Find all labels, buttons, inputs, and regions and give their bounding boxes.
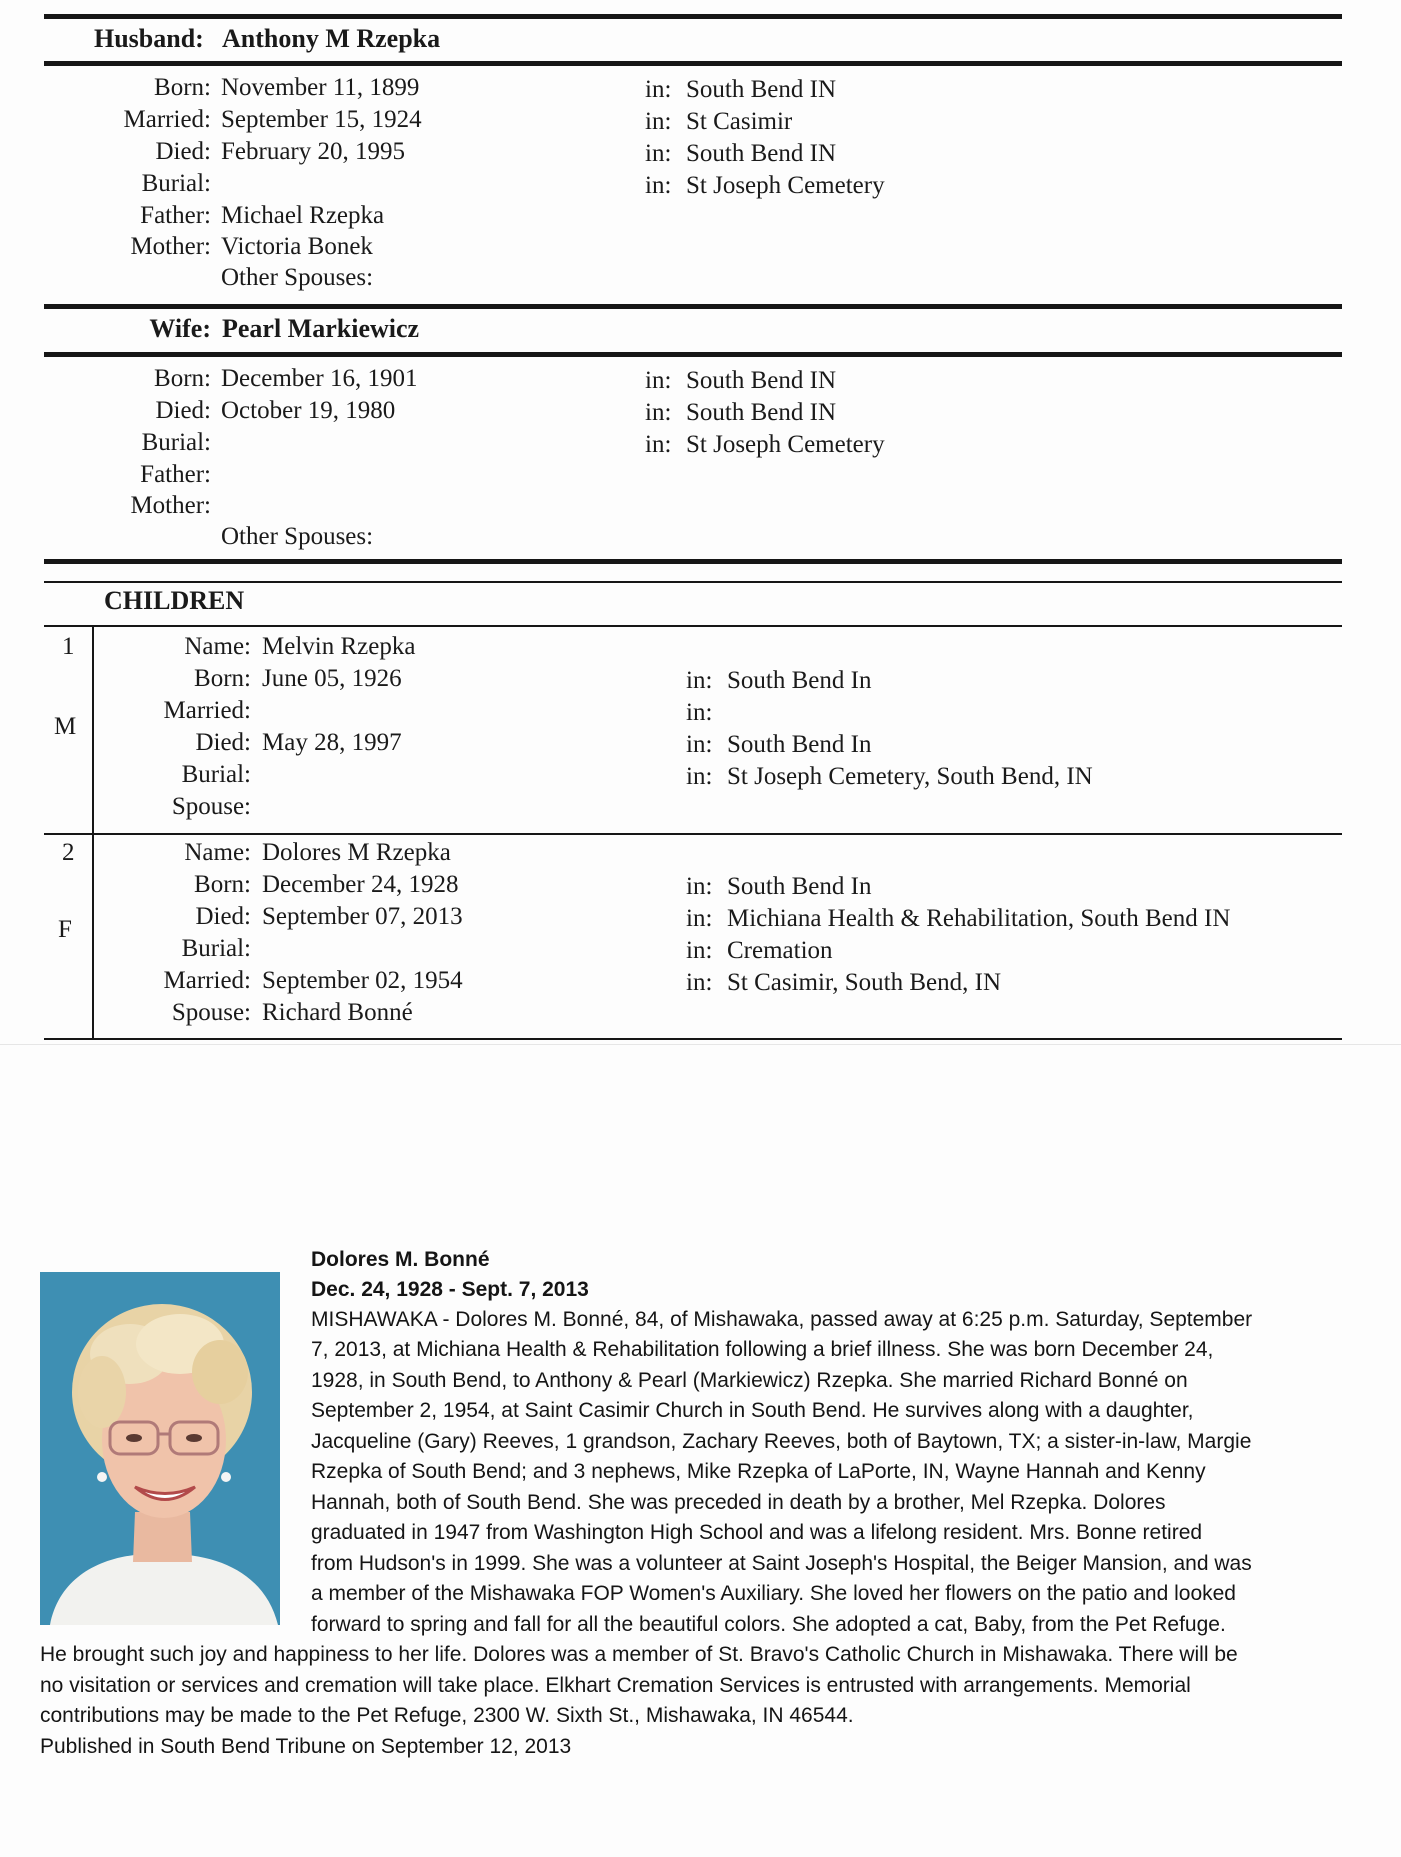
wife-label: Wife:: [149, 314, 211, 343]
obituary-name: Dolores M. Bonné: [311, 1248, 490, 1271]
husband-died-label: Died:: [155, 138, 211, 165]
in-label: in:: [645, 76, 672, 103]
wife-other-spouses: Other Spouses:: [221, 523, 374, 550]
obituary-dates: Dec. 24, 1928 - Sept. 7, 2013: [311, 1278, 589, 1301]
husband-married-label: Married:: [123, 106, 211, 133]
scan-seam: [0, 1044, 1401, 1045]
in-label: in:: [645, 172, 672, 199]
child-spouse-label: Spouse:: [171, 793, 251, 820]
obituary-line: He brought such joy and happiness to her life. Dolores was a member of St. Bravo's Catholic Church in Mishawaka. There will be: [40, 1643, 1238, 1666]
husband-burial-place: St Joseph Cemetery: [686, 172, 885, 199]
obituary-line: MISHAWAKA - Dolores M. Bonné, 84, of Mishawaka, passed away at 6:25 p.m. Saturday, September: [311, 1308, 1253, 1331]
husband-father-label: Father:: [140, 202, 211, 229]
portrait-illustration: [40, 1272, 280, 1625]
child-name-label: Name:: [184, 839, 251, 866]
child-spouse-value: Richard Bonné: [262, 999, 413, 1026]
obituary-line: Hannah, both of South Bend. She was preceded in death by a brother, Mel Rzepka. Dolores: [311, 1491, 1166, 1514]
husband-label: Husband:: [94, 24, 204, 53]
child-name-value: Dolores M Rzepka: [262, 839, 451, 866]
child-burial-label: Burial:: [181, 935, 251, 962]
rule-wife-top: [44, 304, 1342, 309]
in-label: in:: [645, 108, 672, 135]
rule-children-bottom: [44, 1038, 1342, 1040]
in-label: in:: [686, 873, 713, 900]
child-number: 1: [62, 633, 75, 660]
obituary-line: Rzepka of South Bend; and 3 nephews, Mike Rzepka of LaPorte, IN, Wayne Hannah and Kenny: [311, 1460, 1206, 1483]
child-burial-place: St Joseph Cemetery, South Bend, IN: [727, 763, 1093, 790]
husband-born-label: Born:: [154, 74, 211, 101]
child-died-label: Died:: [195, 903, 251, 930]
child-born-value: December 24, 1928: [262, 871, 459, 898]
wife-father-label: Father:: [140, 461, 211, 488]
husband-died-value: February 20, 1995: [221, 138, 405, 165]
children-heading: CHILDREN: [104, 586, 245, 615]
child-burial-place: Cremation: [727, 937, 833, 964]
child-born-label: Born:: [194, 871, 251, 898]
husband-mother-label: Mother:: [130, 233, 211, 260]
in-label: in:: [686, 699, 713, 726]
in-label: in:: [645, 399, 672, 426]
child-sex: M: [54, 713, 77, 740]
in-label: in:: [686, 763, 713, 790]
husband-died-place: South Bend IN: [686, 140, 836, 167]
wife-burial-label: Burial:: [141, 429, 211, 456]
obituary-line: from Hudson's in 1999. She was a volunteer at Saint Joseph's Hospital, the Beiger Mansion, and was: [311, 1552, 1252, 1575]
in-label: in:: [645, 431, 672, 458]
rule-top: [44, 14, 1342, 19]
husband-married-place: St Casimir: [686, 108, 793, 135]
husband-born-value: November 11, 1899: [221, 74, 420, 101]
child-burial-label: Burial:: [181, 761, 251, 788]
child-died-place: Michiana Health & Rehabilitation, South Bend IN: [727, 905, 1231, 932]
child-born-place: South Bend In: [727, 667, 872, 694]
rule-children: [44, 625, 1342, 627]
child-spouse-label: Spouse:: [171, 999, 251, 1026]
child-number: 2: [62, 839, 75, 866]
obituary-line: no visitation or services and cremation will take place. Elkhart Cremation Services is entrusted with arrangements. Memorial: [40, 1674, 1191, 1697]
husband-burial-label: Burial:: [141, 170, 211, 197]
in-label: in:: [686, 667, 713, 694]
husband-father-value: Michael Rzepka: [221, 202, 385, 229]
child-married-label: Married:: [163, 697, 251, 724]
obituary-published-line: Published in South Bend Tribune on September 12, 2013: [40, 1735, 572, 1758]
child-born-place: South Bend In: [727, 873, 872, 900]
child-name-label: Name:: [184, 633, 251, 660]
husband-name: Anthony M Rzepka: [222, 24, 441, 53]
wife-mother-label: Mother:: [130, 492, 211, 519]
obituary-line: graduated in 1947 from Washington High School and was a lifelong resident. Mrs. Bonne retired: [311, 1521, 1203, 1544]
child-died-value: September 07, 2013: [262, 903, 463, 930]
in-label: in:: [686, 969, 713, 996]
rule-children-top: [44, 559, 1342, 564]
obituary-line: a member of the Mishawaka FOP Women's Auxiliary. She loved her flowers on the patio and looked: [311, 1582, 1236, 1605]
rule-child-divider: [44, 833, 1342, 835]
rule-wife: [44, 352, 1342, 357]
in-label: in:: [686, 905, 713, 932]
child-born-value: June 05, 1926: [262, 665, 402, 692]
husband-born-place: South Bend IN: [686, 76, 836, 103]
obituary-line: Jacqueline (Gary) Reeves, 1 grandson, Zachary Reeves, both of Baytown, TX; a sister-in-law, Margie: [311, 1430, 1252, 1453]
obituary-portrait-photo: [40, 1272, 280, 1625]
wife-died-label: Died:: [155, 397, 211, 424]
obituary-line: 1928, in South Bend, to Anthony & Pearl (Markiewicz) Rzepka. She married Richard Bonné on: [311, 1369, 1188, 1392]
child-married-place: St Casimir, South Bend, IN: [727, 969, 1002, 996]
wife-died-value: October 19, 1980: [221, 397, 396, 424]
wife-born-value: December 16, 1901: [221, 365, 418, 392]
child-married-value: September 02, 1954: [262, 967, 463, 994]
child-name-value: Melvin Rzepka: [262, 633, 416, 660]
obituary-line: September 2, 1954, at Saint Casimir Church in South Bend. He survives along with a daughter,: [311, 1399, 1194, 1422]
wife-born-place: South Bend IN: [686, 367, 836, 394]
wife-burial-place: St Joseph Cemetery: [686, 431, 885, 458]
husband-mother-value: Victoria Bonek: [221, 233, 373, 260]
obituary-line: forward to spring and fall for all the beautiful colors. She adopted a cat, Baby, from the Pet Refuge.: [311, 1613, 1226, 1636]
obituary-line: contributions may be made to the Pet Refuge, 2300 W. Sixth St., Mishawaka, IN 46544.: [40, 1704, 854, 1727]
rule-children-sub: [44, 581, 1342, 583]
in-label: in:: [645, 140, 672, 167]
child-born-label: Born:: [194, 665, 251, 692]
obituary-line: 7, 2013, at Michiana Health & Rehabilitation following a brief illness. She was born December 24,: [311, 1338, 1214, 1361]
wife-name: Pearl Markiewicz: [222, 314, 420, 343]
child-died-label: Died:: [195, 729, 251, 756]
wife-died-place: South Bend IN: [686, 399, 836, 426]
child-sex: F: [58, 916, 72, 943]
rule-husband: [44, 61, 1342, 66]
child-died-place: South Bend In: [727, 731, 872, 758]
child-married-label: Married:: [163, 967, 251, 994]
husband-other-spouses: Other Spouses:: [221, 264, 374, 291]
husband-married-value: September 15, 1924: [221, 106, 422, 133]
child-died-value: May 28, 1997: [262, 729, 402, 756]
in-label: in:: [686, 937, 713, 964]
in-label: in:: [645, 367, 672, 394]
in-label: in:: [686, 731, 713, 758]
wife-born-label: Born:: [154, 365, 211, 392]
